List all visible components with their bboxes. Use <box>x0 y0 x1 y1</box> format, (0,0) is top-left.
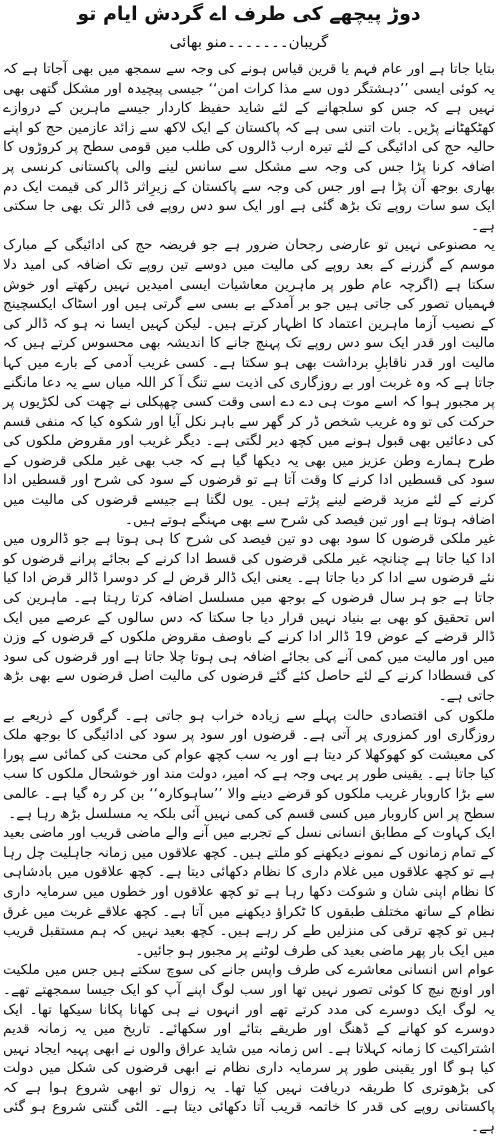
paragraph-1: بتایا جاتا ہے اور عام فہم یا قرین قیاس ہونے کی وجہ سے سمجھ میں بھی آجاتا ہے کہ یہ کوئی ایسی ’’دہشتگر دوں سے مذا کرات امن‘‘ جیسی پیچیدہ اور مشکل گتھی بھی نہیں ہے کہ جس کو سلجھانے کے لئے شاید حفیظ کاردار جیسے ماہرین کے دروازے کھٹکھٹانے پڑیں۔ بات اتنی سی ہے کہ پاکستان کے ایک لاکھ سے زائد عازمین حج کو اپنے حالیہ حج کی ادائیگی کے لئے تیرہ ارب ڈالروں کی طلب میں قومی سطح پر کروڑوں کا اضافہ کرنا پڑا جس کی وجہ سے مشکل سے سانس لینے والی پاکستانی کرنسی پر بھاری بوجھ آن پڑا ہے اور جس کی وجہ سے پاکستان کے زیرِاثر ڈالر کی قیمت ایک دم ایک سو سات روپے تک بڑھ گئی ہے اور ایک سو دس روپے فی ڈالر تک بھی جا سکتی ہے۔ <box>3 61 495 234</box>
paragraph-3: غیر ملکی قرضوں کا سود بھی دو تین فیصد کی شرح کا ہی ہوتا ہے جو ڈالروں میں ادا کیا جاتا ہے چنانچہ غیر ملکی قرضوں کی قسط ادا کرنے کے بجائے پرانے قرضوں کو نئے قرضوں سے ادا کر دیا جاتا ہے۔ یعنی ایک ڈالر قرض لے کر دوسرا ڈالر قرض ادا کیا جاتا ہے جو ہر سال قرضوں کے بوجھ میں مسلسل اضافہ کرتا رہتا ہے۔ ماہرین کی اس تحقیق کو بھی بے بنیاد نہیں قرار دیا جا سکتا کہ دس سالوں کے عرصے میں ایک ڈالر قرضے کے عوض 19 ڈالر ادا کرنے کے باوصف مقروض ملکوں کے قرضوں کے وزن میں اور مالیت میں کمی آنے کی بجائے اضافہ ہی ہوتا چلا جاتا ہے اور قرضوں کی سود کی قسطادا کرنے کے لئے حاصل کئے گئے قرضوں کی مالیت اصل قرضوں سے بھی بڑھ جاتی ہے۔ <box>3 531 495 704</box>
column-title: دوڑ پیچھے کی طرف اے گردش ایام تو <box>77 3 421 25</box>
column-body <box>2 60 495 1136</box>
paragraph-4: ملکوں کی اقتصادی حالت پہلے سے زیادہ خراب ہو جاتی ہے۔ گرگوں کے ذریعے بے روزگاری اور کمزوری پر آتی ہے۔ قرضوں اور سود پر سود کی ادائیگی کا بوجھ ملک کی معیشت کو کھوکھلا کر دیتا ہے اور یہ سب کچھ عوام کی محنت کی کمائی سے پورا کیا جاتا ہے۔ یقینی طور پر یہی وجہ ہے کہ امیر، دولت مند اور خوشحال ملکوں کا سب سے بڑا کاروبار غریب ملکوں کو قرضے دینے والا ’’ساہوکارہ‘‘ بن کر رہ گیا ہے۔ عالمی سطح پر اس کاروبار میں کسی قسم کی کمی نہیں آئی بلکہ یہ مسلسل بڑھ رہا ہے۔ <box>2 707 495 822</box>
paragraph-6: عوام اس انسانی معاشرے کی طرف واپس جانے کی سوچ سکتے ہیں جس میں ملکیت اور اونچ نیچ کا کوئی تصور نہیں تھا اور سب لوگ اپنے آپ کو ایک جیسا سمجھتے تھے۔ یہ لوگ ایک دوسرے کی مدد کرتے تھے اور انہوں نے ہی کھانا پکانا سیکھا تھا۔ ایک دوسرے کو کھانے کے ڈھنگ اور طریقے بتائے اور سکھائے۔ تاریخ میں یہ زمانہ قدیم اشتراکیت کا زمانہ کہلاتا ہے۔ اس زمانہ میں شاید عراق والوں نے ابھی پہیہ ایجاد نہیں کیا ہو گا اور یقینی طور پر سرمایہ داری نظام نے ابھی قرضوں کی شکل میں دولت کی بڑھوتری کا طریقہ دریافت نہیں کیا تھا۔ یہ زوال تو ابھی شروع ہوا ہے کہ پاکستانی روپے کی قدر کا خاتمہ قریب آتا دکھائی دیتا ہے۔ الٹی گنتی شروع ہو گئی ہے۔ <box>3 962 495 1136</box>
paragraph-2: یہ مصنوعی نہیں تو عارضی رجحان ضرور ہے جو فریضہ حج کی ادائیگی کے مبارک موسم کے گزرنے کے بعد روپے کی مالیت میں دوسے تین روپے تک اضافہ کی امید دلا سکتا ہے (اگرچہ عام طور پر ماہرین معاشیات ایسی امیدیں نہیں رکھتے اور خوش فہمیاں تصور کی جاتی ہیں جو بر آمدکے بے بسی سے گرتی ہیں اور اسٹاک ایکسچینج کے نصیب آزما ماہرین اعتماد کا اظہار کرتے ہیں۔ لیکن کہیں ایسا نہ ہو کہ ڈالر کی مالیت اور قدر ایک سو دس روپے تک پہنچ جانے کا اندیشہ بھی محسوس کرتے ہیں کہ مالیت اور قدر ناقابلِ برداشت بھی ہو سکتا ہے۔ کسی غریب آدمی کے بارے میں کہا جاتا ہے کہ وہ غربت اور بے روزگاری کی اذیت سے تنگ آ کر اللہ میاں سے یہ دعا مانگنے پر مجبور ہوا کہ اسے موت ہی دے دے اسی وقت کسی چھپکلی نے چھت کی لکڑیوں پر حرکت کی تو وہ غریب شخص ڈر کر گھر سے باہر نکل آیا اور شکوہ کیا کہ منفی قسم کی دعائیں بھی قبول ہونے میں کچھ دیر لگتی ہے۔ دیگر غریب اور مقروض ملکوں کی طرح ہمارے وطن عزیز میں بھی یہ دیکھا گیا ہے کہ جب بھی غیر ملکی قرضوں کے سود کی قسطیں ادا کرنے کا وقت آتا ہے تو قرضوں کے سود کی شرح اور قسطیں ادا کرنے کے لئے مزید قرضے لینے پڑتے ہیں۔ یوں لگتا ہے جیسے قرضوں کی مالیت میں اضافہ ہوتا ہے اور تین فیصد کی شرح سے بھی مہنگے ہوتے ہیں۔ <box>3 237 495 528</box>
column-byline: گریبان۔۔۔۔۔۔۔منو بھائی <box>169 33 329 51</box>
paragraph-5: ایک کہاوت کے مطابق انسانی نسل کے تجربے میں آنے والے ماضی قریب اور ماضی بعید کے تمام زمانوں کے نمونے دیکھنے کو ملتے ہیں۔ کچھ علاقوں میں زمانہ جاہلیت چل رہا ہے تو کچھ علاقوں میں غلام داری کا نظام دکھائی دیتا ہے۔ کچھ علاقوں میں بادشاہی کا نظام اپنی شان و شوکت دکھا رہا ہے تو کچھ علاقوں اور خطوں میں سرمایہ داری نظام کے ساتھ مختلف طبقوں کا ٹکراؤ دیکھنے میں آتا ہے۔ کچھ علاقے غربت میں غرق ہیں تو کچھ ترقی کی منزلیں طے کر رہے ہیں۔ کچھ بعید نہیں کہ ہم مستقبل قریب میں ایک بار پھر ماضی بعید کی طرف لوٹنے پر مجبور ہو جائیں۔ <box>3 825 495 959</box>
